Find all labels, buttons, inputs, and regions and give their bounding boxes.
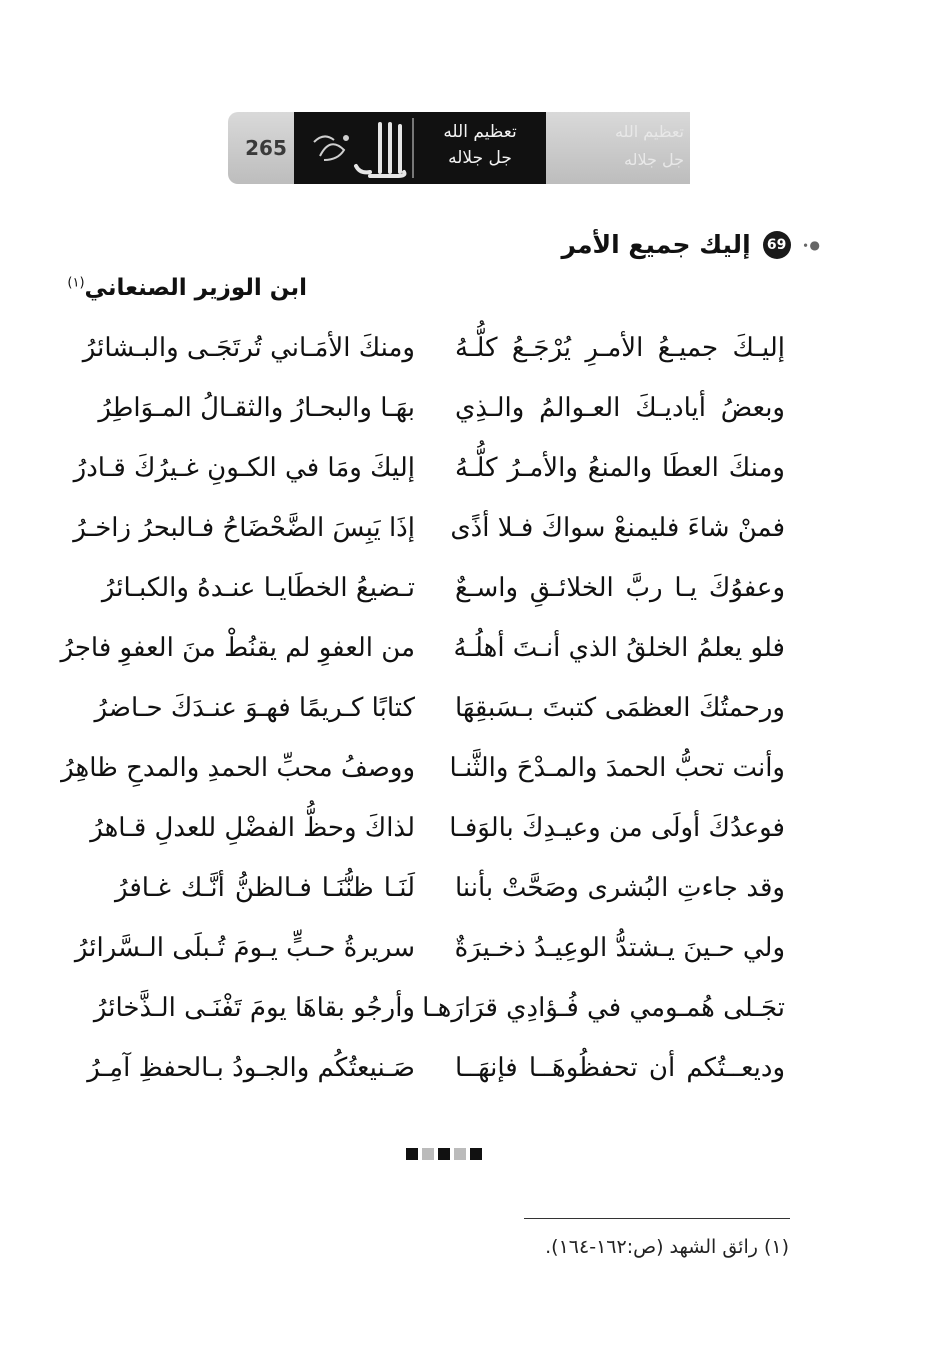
verse-second-hemistich: إليكَ ومَا في الكـونِ غـيرُكَ قـادرُ — [73, 453, 415, 483]
ornament-square — [422, 1148, 434, 1160]
verse-row — [0, 988, 931, 1048]
ornament-square — [454, 1148, 466, 1160]
verse-second-hemistich: بهَـا والبحـارُ والثقـالُ المـوَاطِرُ — [98, 393, 415, 423]
verse-first-hemistich: وقد جاءتِ البُشرى وصَحَّتْ بأننا — [455, 873, 785, 903]
ornament-square — [438, 1148, 450, 1160]
verse-first-hemistich: فوعدُكَ أولَى من وعيـدِكَ بالوَفـا — [449, 813, 785, 843]
verse-first-hemistich: وعفوُكَ يـا ربَّ الخلائـقِ واسـعٌ — [455, 573, 785, 603]
verse-row — [0, 508, 931, 568]
verse-second-hemistich: من العفوِ لم يقنُطْ منَ العفوِ فاجرُ — [60, 633, 415, 663]
verse-row — [0, 748, 931, 808]
verse-row — [0, 688, 931, 748]
allah-calligraphy-icon — [300, 116, 410, 180]
verse-second-hemistich: ومنكَ الأمَـاني تُرتَجَـى والبـشائرُ — [82, 333, 415, 363]
book-title-line-2: جل جلاله — [448, 148, 512, 168]
verse-first-hemistich: وأنت تحبُّ الحمدَ والمـدْحَ والثَّنـا — [449, 753, 785, 783]
page-number: 265 — [245, 136, 287, 160]
book-title-line-1: تعظيم الله — [443, 122, 517, 142]
verse-row — [0, 1048, 931, 1108]
poet-name — [67, 275, 307, 301]
ghost-line-1: تعظيم الله — [614, 122, 684, 141]
book-title — [414, 112, 546, 184]
footnote-marker: (١) — [67, 275, 85, 291]
verse-second-hemistich: وأرجُو بقاهَا يومَ تَفْنَـى الـذَّخائرُ — [93, 993, 415, 1023]
verse-second-hemistich: سريرةُ حـبٍّ يـومَ تُـبلَى الـسَّرائرُ — [74, 933, 415, 963]
footnote-rule — [524, 1218, 790, 1219]
verse-first-hemistich: وبعضُ أياديـكَ العـوالمُ والـذِي — [455, 393, 785, 423]
verse-first-hemistich: ومنكَ العطَا والمنعُ والأمـرُ كلُّـهُ — [455, 453, 785, 483]
verse-first-hemistich: وديعــتُكم أن تحفظُوهَــا فإنهَــا — [455, 1053, 785, 1083]
verse-second-hemistich: لَنَـا ظنُّنَـا فـالظنُّ أنَّـك غـافرُ — [115, 873, 415, 903]
verse-first-hemistich: ورحمتُكَ العظمَى كتبتَ بـسَبقِهَا — [455, 693, 785, 723]
banner-ghost-text — [548, 112, 690, 184]
verse-second-hemistich: كتابًا كـريمًا فهـوَ عنـدَكَ حـاضرُ — [94, 693, 415, 723]
section-ornament — [406, 1148, 482, 1160]
poem-number-badge: 69 — [763, 231, 791, 259]
verse-row — [0, 448, 931, 508]
poet-name-text: ابن الوزير الصنعاني — [84, 275, 307, 301]
verse-second-hemistich: لذاكَ وحظُّ الفضْلِ للعدلِ قـاهرُ — [90, 813, 415, 843]
heading-dots: ●∙ — [802, 237, 821, 252]
verse-first-hemistich: فلو يعلمُ الخلقُ الذي أنـتَ أهلُـهُ — [453, 633, 785, 663]
verse-first-hemistich: ولي حـينَ يـشتدُّ الوعِيـدُ ذخـيرَةٌ — [454, 933, 785, 963]
verse-row — [0, 808, 931, 868]
ghost-line-2: جل جلاله — [624, 150, 684, 169]
verse-second-hemistich: ووصفُ محبِّ الحمدِ والمدحِ ظاهِرُ — [61, 753, 415, 783]
verse-row — [0, 868, 931, 928]
verse-second-hemistich: إذَا يَبِسَ الضَّحْضَاحُ فـالبحرُ زاخـرُ — [73, 513, 415, 543]
verse-row — [0, 928, 931, 988]
footnote: (١) رائق الشهد (ص:١٦٢-١٦٤). — [545, 1236, 789, 1258]
verse-row — [0, 568, 931, 628]
header-banner — [228, 112, 690, 184]
verse-first-hemistich: فمنْ شاءَ فليمنعْ سواكَ فـلا أذًى — [450, 513, 785, 543]
ornament-square — [406, 1148, 418, 1160]
verse-first-hemistich: إليـكَ جميـعُ الأمـرِ يُرْجَـعُ كلُّـهُ — [455, 333, 785, 363]
poem-title: إليك جميع الأمر — [561, 230, 751, 259]
verse-row — [0, 628, 931, 688]
verse-second-hemistich: تـضيعُ الخطَايـا عنـدهُ والكبـائرُ — [101, 573, 415, 603]
verse-second-hemistich: صَـنيعتُكُم والجـودُ بـالحفظِ آمِـرُ — [87, 1053, 415, 1083]
verse-row — [0, 388, 931, 448]
poem-heading — [562, 230, 821, 259]
verse-row — [0, 328, 931, 388]
verse-first-hemistich: تجَـلى هُمـومي في فُـؤادِي قرَارَهـا — [422, 993, 785, 1023]
ornament-square — [470, 1148, 482, 1160]
